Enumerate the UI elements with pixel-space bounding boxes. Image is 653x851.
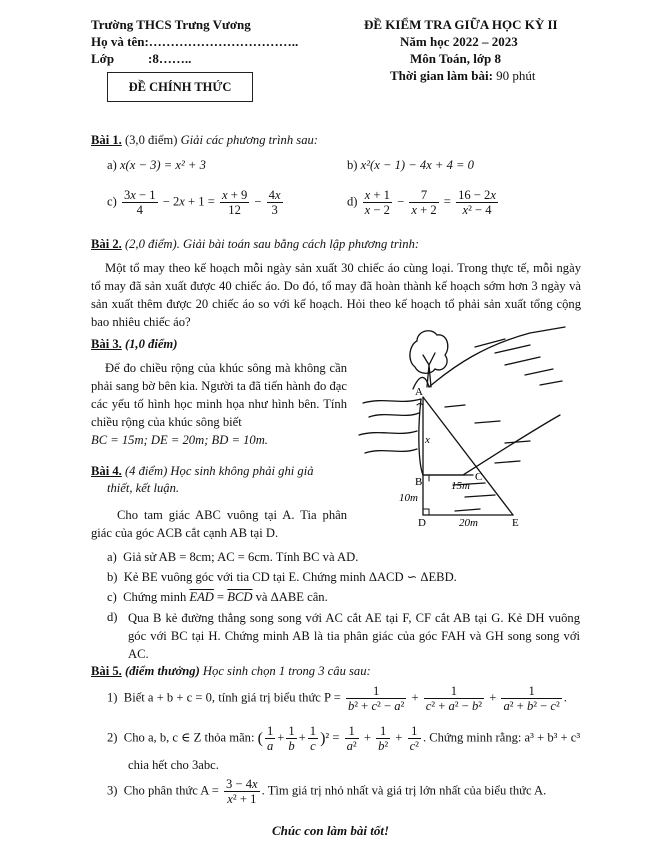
label-x: x	[425, 434, 430, 446]
bai4-b: b) Kẻ BE vuông góc với tia CD tại E. Chứng minh ΔACD ∽ ΔEBD.	[107, 570, 457, 584]
school-year: Năm học 2022 – 2023	[400, 34, 518, 49]
bai4-c: c) Chứng minh $\overline{EAD} = \overline{BCD}$ và ΔABE cân.	[107, 590, 328, 604]
bai4-a: a) Giả sử AB = 8cm; AC = 6cm. Tính BC và AD.	[107, 550, 359, 564]
bai4-note: thiết, kết luận.	[107, 481, 180, 495]
student-name-label: Họ và tên:……………………………..	[91, 34, 299, 49]
footer-message: Chúc con làm bài tốt!	[272, 823, 390, 838]
bai2-heading: Bài 2. (2,0 điểm). Giải bài toán sau bằng cách lập phương trình:	[91, 237, 420, 251]
bai5-q1: 1) Biết a + b + c = 0, tính giá trị biểu thức P = $\frac{1}{\text{b² + c² − a²}}$ + $\frac{1}{\text{c² + a² − b²}}$ + $\frac{1}{\text{a² + b² − c²}}$ .	[107, 684, 567, 713]
bottom-bank	[419, 399, 560, 475]
class-label: Lớp	[91, 51, 115, 66]
point-E: E	[512, 517, 519, 529]
point-A: A	[415, 386, 423, 398]
class-value: :8……..	[148, 51, 192, 66]
point-D: D	[418, 517, 426, 529]
bai4-d: Qua B kẻ đường thẳng song song với AC cắt AE tại F, CF cắt AB tại G. Kẻ DH vuông góc với BC tại H. Chứng minh AB là tia phân giác của góc FAH và GH song song với AC.	[128, 611, 580, 661]
time-limit: Thời gian làm bài: 90 phút	[390, 68, 536, 83]
top-bank-slope	[429, 327, 565, 387]
bai2-text: Một tổ may theo kế hoạch mỗi ngày sản xuất 30 chiếc áo cùng loại. Trong thực tế, mỗi ngày tổ may đã sản xuất được 40 chiếc áo. Do đó, tổ may đã hoàn thành kế hoạch sớm hơn 3 ngày và sản xuất thêm được 20 chiếc áo so với kế hoạch. Hỏi theo kế hoạch tổ phải sản xuất tổng cộng bao nhiêu chiếc áo?	[91, 261, 581, 329]
exam-title: ĐỀ KIỂM TRA GIỮA HỌC KỲ II	[364, 17, 558, 32]
bai1-a: a) x(x − 3) = x² + 3	[107, 158, 206, 172]
bai4-intro: Cho tam giác ABC vuông tại A. Tia phân giác của góc ACB cắt cạnh AB tại D.	[91, 508, 347, 540]
point-B: B	[415, 476, 423, 488]
bai1-heading: Bài 1. (3,0 điểm) Giải các phương trình sau:	[91, 133, 318, 147]
bai1-c: c) $\frac{3x - 1}{4}$ − 2x + 1 = $\frac{x + 9}{12}$ − $\frac{4x}{3}$	[107, 188, 281, 217]
subject: Môn Toán, lớp 8	[410, 51, 502, 66]
tree-branches	[423, 353, 435, 365]
bai4-heading: Bài 4. (4 điểm) Học sinh không phải ghi giả	[91, 464, 314, 478]
official-badge: ĐỀ CHÍNH THỨC	[107, 72, 253, 102]
point-C: C	[475, 471, 483, 483]
bai3-text: Để đo chiều rộng của khúc sông mà không cần phải sang bờ bên kia. Người ta đã tiến hành đo đạc các yếu tố hình học minh họa như hình bên. Tính chiều rộng của khúc sông biết	[91, 361, 347, 429]
bai5-q3: 3) Cho phân thức A = $\frac{3 - 4x}{\text{x² + 1}}$ . Tìm giá trị nhỏ nhất và giá trị lớn nhất của biểu thức A.	[107, 777, 547, 806]
bai5-q2-line2: chia hết cho 3abc.	[128, 758, 219, 772]
bai1-d: d) $\frac{x + 1}{x - 2}$ − $\frac{7}{x + 2}$ = $\frac{16 - 2x}{\text{x² − 4}}$	[347, 188, 496, 217]
bai1-b: b) x²(x − 1) − 4x + 4 = 0	[347, 158, 474, 172]
bai4-d-label: d)	[107, 610, 118, 624]
school-name: Trường THCS Trưng Vương	[91, 17, 251, 32]
river-figure	[355, 325, 570, 535]
label-bc: 15m	[451, 480, 470, 492]
bai3-given: BC = 15m; DE = 20m; BD = 10m.	[91, 433, 268, 447]
bai3-heading: Bài 3. (1,0 điểm)	[91, 337, 178, 351]
label-de: 20m	[459, 517, 478, 529]
label-bd: 10m	[399, 492, 418, 504]
bai5-q2: 2) Cho a, b, c ∈ Z thỏa mãn: ( $\frac{1}{a}$ + $\frac{1}{b}$ + $\frac{1}{c}$ )² = $\frac{1}{\text{a²}}$ + $\frac{1}{\text{b²}}$ + $\frac{1}{\text{c²}}$ . Chứng minh rằng: a³ + b³ + c³	[107, 724, 581, 753]
bai5-heading: Bài 5. (điểm thưởng) Học sinh chọn 1 trong 3 câu sau:	[91, 664, 371, 678]
